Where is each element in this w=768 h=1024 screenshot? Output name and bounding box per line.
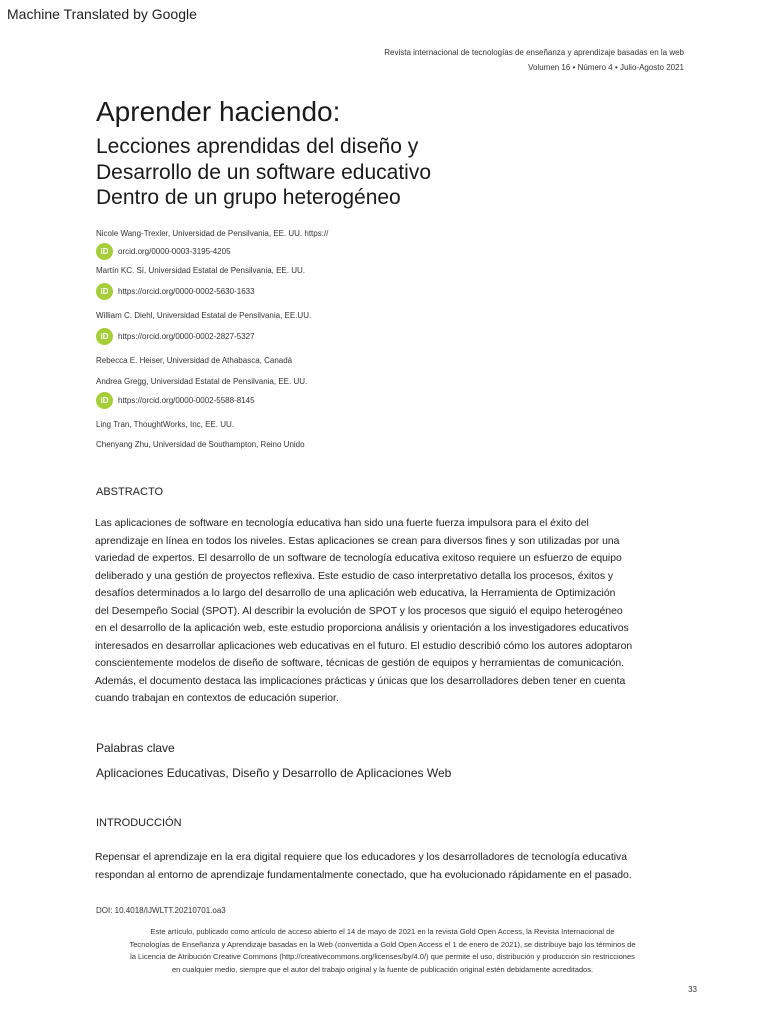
- footnote-line: Tecnologías de Enseñanza y Aprendizaje basadas en la Web (convertida a Gold Open Access el 1 de enero de 2021), se distribuye bajo los términos de: [129, 939, 636, 949]
- author-affiliation: Rebecca E. Heiser, Universidad de Athabasca, Canadá: [96, 356, 293, 365]
- journal-name: Revista internacional de tecnologías de enseñanza y aprendizaje basadas en la web: [384, 48, 684, 57]
- abstract-heading: ABSTRACTO: [96, 486, 164, 498]
- orcid-row: [96, 392, 255, 408]
- page-number: 33: [688, 985, 697, 994]
- keywords-text: Aplicaciones Educativas, Diseño y Desarrollo de Aplicaciones Web: [96, 766, 452, 780]
- author-affiliation: Martín KC. Sí, Universidad Estatal de Pensilvania, EE. UU.: [96, 266, 305, 275]
- orcid-icon: iD: [96, 392, 113, 409]
- paper-title: Aprender haciendo:: [96, 96, 341, 127]
- abstract-line: Además, el documento destaca las implicaciones prácticas y únicas que los desarrolladores deben tener en cuenta: [95, 675, 626, 687]
- author-affiliation: Chenyang Zhu, Universidad de Southampton, Reino Unido: [96, 440, 305, 449]
- footnote-line: Este artículo, publicado como artículo de acceso abierto el 14 de mayo de 2021 en la revista Gold Open Access, la Revista Internacional de: [150, 927, 615, 936]
- abstract-line: del Desempeño Social (SPOT). Al describir la evolución de SPOT y los procesos que siguió el equipo heterogéneo: [95, 605, 623, 617]
- orcid-row: [96, 243, 231, 259]
- abstract-line: deliberado y una gestión de proyectos reflexiva. Este estudio de caso interpretativo detalla los procesos, éxitos y: [95, 570, 614, 582]
- author-affiliation: Ling Tran, ThoughtWorks, Inc, EE. UU.: [96, 420, 234, 429]
- abstract-line: cuando trabajan en contextos de educación superior.: [95, 693, 339, 704]
- abstract-line: en el desarrollo de la aplicación web, este estudio proporciona análisis y orientación a los investigadores educativos: [95, 623, 629, 634]
- abstract-paragraph: [95, 515, 700, 708]
- abstract-line: conscientemente modelos de diseño de software, técnicas de gestión de equipos y herramientas de comunicación.: [95, 658, 625, 669]
- abstract-line: desafíos determinados a lo largo del desarrollo de una aplicación web educativa, la Herramienta de Optimización: [95, 588, 616, 599]
- orcid-link[interactable]: https://orcid.org/0000-0002-2827-5327: [118, 331, 255, 341]
- orcid-icon: iD: [96, 243, 113, 260]
- introduction-paragraph: [95, 849, 700, 884]
- abstract-line: aprendizaje en línea en todos los niveles. Estas aplicaciones se crean para diversos fines y son utilizadas por una: [95, 535, 620, 547]
- keywords-heading: Palabras clave: [96, 741, 175, 755]
- introduction-line: respondan al entorno de aprendizaje fundamentalmente conectado, que ha evolucionado rápidamente en el pasado.: [95, 869, 632, 881]
- orcid-link[interactable]: https://orcid.org/0000-0002-5630-1633: [118, 286, 255, 296]
- license-footnote: [90, 926, 675, 976]
- footnote-line: en cualquier medio, siempre que el autor del trabajo original y la fuente de publicación original estén debidamente acreditados.: [171, 964, 594, 974]
- paper-subtitle-line: Lecciones aprendidas del diseño y: [96, 135, 419, 158]
- introduction-line: Repensar el aprendizaje en la era digital requiere que los educadores y los desarrolladores de tecnología educativa: [95, 852, 627, 863]
- author-affiliation: Andrea Gregg, Universidad Estatal de Pensilvania, EE. UU.: [96, 377, 308, 386]
- author-affiliation: William C. Diehl, Universidad Estatal de Pensilvania, EE.UU.: [96, 311, 312, 320]
- orcid-link[interactable]: orcid.org/0000-0003-3195-4205: [118, 246, 231, 256]
- orcid-link[interactable]: https://orcid.org/0000-0002-5588-8145: [118, 395, 255, 405]
- orcid-row: [96, 328, 255, 344]
- paper-subtitle-line: Desarrollo de un software educativo: [96, 161, 432, 184]
- journal-issue: Volumen 16 • Número 4 • Julio-Agosto 2021: [528, 63, 684, 72]
- orcid-icon: iD: [96, 328, 113, 345]
- abstract-line: variedad de expertos. El desarrollo de un software de tecnología educativa exitoso requiere un esfuerzo de equipo: [95, 553, 622, 564]
- orcid-row: [96, 283, 255, 299]
- abstract-line: interesados en desarrollar aplicaciones web educativas en el futuro. El estudio describió cómo los autores adoptaron: [95, 640, 633, 652]
- doi: DOI: 10.4018/IJWLTT.20210701.oa3: [96, 906, 226, 915]
- orcid-icon: iD: [96, 283, 113, 300]
- paper-subtitle-line: Dentro de un grupo heterogéneo: [96, 186, 401, 209]
- introduction-heading: INTRODUCCIÓN: [96, 817, 182, 829]
- author-affiliation: Nicole Wang-Trexler, Universidad de Pensilvania, EE. UU. https://: [96, 229, 329, 238]
- footnote-line: la Licencia de Atribución Creative Commons (http://creativecommons.org/licenses/by/4.0/) que permite el uso, distribución y producción sin restricciones: [130, 952, 635, 961]
- abstract-line: Las aplicaciones de software en tecnología educativa han sido una fuerte fuerza impulsora para el éxito del: [95, 518, 589, 529]
- machine-translation-banner: Machine Translated by Google: [7, 6, 197, 22]
